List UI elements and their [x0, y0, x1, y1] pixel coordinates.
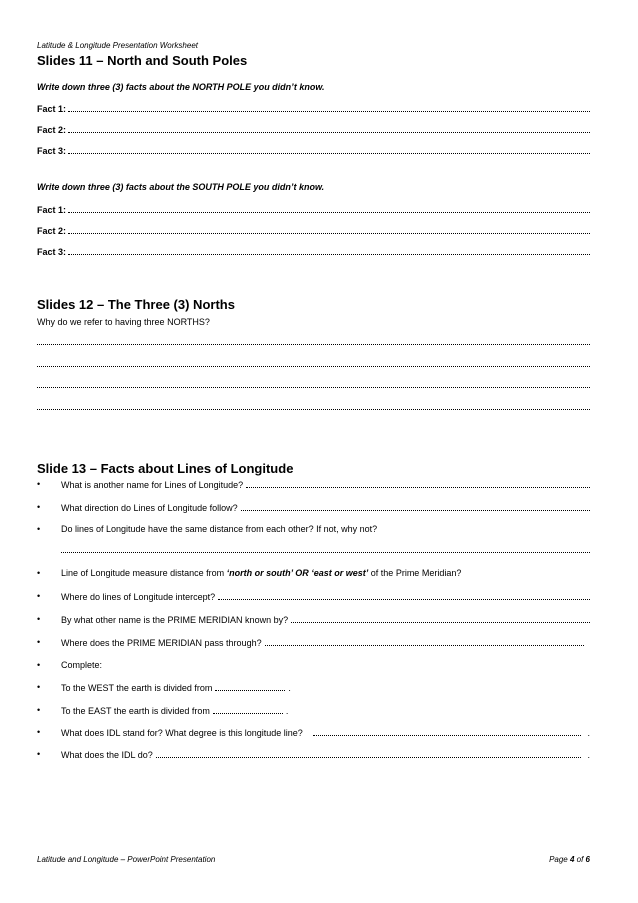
- bullet-icon: •: [37, 502, 41, 512]
- fact-label: Fact 3:: [37, 247, 67, 257]
- worksheet-title: Latitude & Longitude Presentation Worksheet: [37, 41, 198, 50]
- question-text: Where does the PRIME MERIDIAN pass through?: [61, 638, 262, 648]
- answer-line[interactable]: [37, 409, 590, 410]
- south-fact-2[interactable]: [37, 225, 590, 236]
- south-fact-3[interactable]: [37, 246, 590, 257]
- north-fact-2[interactable]: [37, 124, 590, 135]
- answer-line[interactable]: [37, 344, 590, 345]
- question-text: To the WEST the earth is divided from: [61, 683, 213, 693]
- question-idl-function: [37, 749, 590, 760]
- section-heading-norths: Slides 12 – The Three (3) Norths: [37, 297, 235, 312]
- question-west-division: [37, 682, 590, 693]
- fact-label: Fact 2:: [37, 226, 67, 236]
- answer-line[interactable]: [61, 552, 590, 553]
- answer-line[interactable]: [68, 204, 590, 213]
- question-complete: [37, 660, 590, 670]
- answer-line[interactable]: [68, 103, 590, 112]
- page-number: [549, 855, 590, 864]
- answer-line[interactable]: [313, 727, 582, 736]
- question-longitude-measure: [37, 568, 590, 578]
- norths-question: Why do we refer to having three NORTHS?: [37, 317, 210, 327]
- answer-line[interactable]: [218, 591, 590, 600]
- north-fact-1[interactable]: [37, 103, 590, 114]
- question-text: What is another name for Lines of Longitude?: [61, 480, 244, 490]
- question-east-division: [37, 705, 590, 716]
- south-fact-1[interactable]: [37, 204, 590, 215]
- question-text: What does the IDL do?: [61, 750, 153, 760]
- answer-line[interactable]: [291, 614, 590, 623]
- question-prime-meridian-name: [37, 614, 590, 625]
- question-longitude-name: [37, 479, 590, 490]
- section-heading-poles: Slides 11 – North and South Poles: [37, 53, 248, 68]
- question-longitude-intercept: [37, 591, 590, 602]
- south-pole-instruction: Write down three (3) facts about the SOUTH POLE you didn’t know.: [37, 182, 325, 192]
- bullet-icon: •: [37, 705, 41, 715]
- question-text: of the Prime Meridian?: [368, 568, 462, 578]
- answer-line[interactable]: [246, 479, 590, 488]
- question-text: Where do lines of Longitude intercept?: [61, 592, 216, 602]
- end-period: .: [285, 706, 289, 716]
- bullet-icon: •: [37, 568, 41, 578]
- answer-line[interactable]: [213, 705, 283, 714]
- bullet-icon: •: [37, 479, 41, 489]
- bullet-icon: •: [37, 749, 41, 759]
- question-text: What does IDL stand for? What degree is this longitude line?: [61, 728, 303, 738]
- answer-line[interactable]: [68, 246, 590, 255]
- question-text: By what other name is the PRIME MERIDIAN known by?: [61, 615, 289, 625]
- answer-line[interactable]: [156, 749, 582, 758]
- end-period: .: [587, 750, 590, 760]
- fact-label: Fact 3:: [37, 146, 67, 156]
- north-fact-3[interactable]: [37, 145, 590, 156]
- question-text: Complete:: [61, 660, 103, 670]
- answer-line[interactable]: [68, 145, 590, 154]
- answer-line[interactable]: [265, 637, 584, 646]
- answer-line[interactable]: [215, 682, 285, 691]
- question-longitude-direction: [37, 502, 590, 513]
- section-heading-longitude: Slide 13 – Facts about Lines of Longitude: [37, 461, 294, 476]
- question-emphasis: ‘north or south’ OR ‘east or west’: [226, 568, 369, 578]
- page-total: 6: [585, 855, 590, 864]
- page-prefix: Page: [549, 855, 570, 864]
- question-text: Do lines of Longitude have the same distance from each other? If not, why not?: [61, 524, 378, 534]
- question-text: To the EAST the earth is divided from: [61, 706, 210, 716]
- question-text: What direction do Lines of Longitude follow?: [61, 503, 238, 513]
- answer-line[interactable]: [37, 366, 590, 367]
- fact-label: Fact 1:: [37, 205, 67, 215]
- bullet-icon: •: [37, 682, 41, 692]
- answer-line[interactable]: [68, 225, 590, 234]
- page-of: of: [574, 855, 586, 864]
- footer-title: Latitude and Longitude – PowerPoint Presentation: [37, 855, 216, 864]
- question-text: Line of Longitude measure distance from: [61, 568, 227, 578]
- fact-label: Fact 1:: [37, 104, 67, 114]
- answer-line[interactable]: [241, 502, 590, 511]
- question-prime-meridian-path: [37, 637, 590, 648]
- question-idl-meaning: [37, 727, 590, 738]
- answer-line[interactable]: [37, 387, 590, 388]
- end-period: .: [288, 683, 291, 693]
- bullet-icon: •: [37, 614, 41, 624]
- bullet-icon: •: [37, 637, 41, 647]
- question-longitude-distance: [37, 524, 590, 534]
- bullet-icon: •: [37, 524, 41, 534]
- page-current: 4: [569, 855, 575, 864]
- bullet-icon: •: [37, 591, 41, 601]
- fact-label: Fact 2:: [37, 125, 67, 135]
- north-pole-instruction: Write down three (3) facts about the NORTH POLE you didn’t know.: [37, 82, 325, 92]
- answer-line[interactable]: [68, 124, 590, 133]
- bullet-icon: •: [37, 660, 41, 670]
- end-period: .: [587, 728, 590, 738]
- bullet-icon: •: [37, 727, 41, 737]
- worksheet-page: [37, 0, 590, 903]
